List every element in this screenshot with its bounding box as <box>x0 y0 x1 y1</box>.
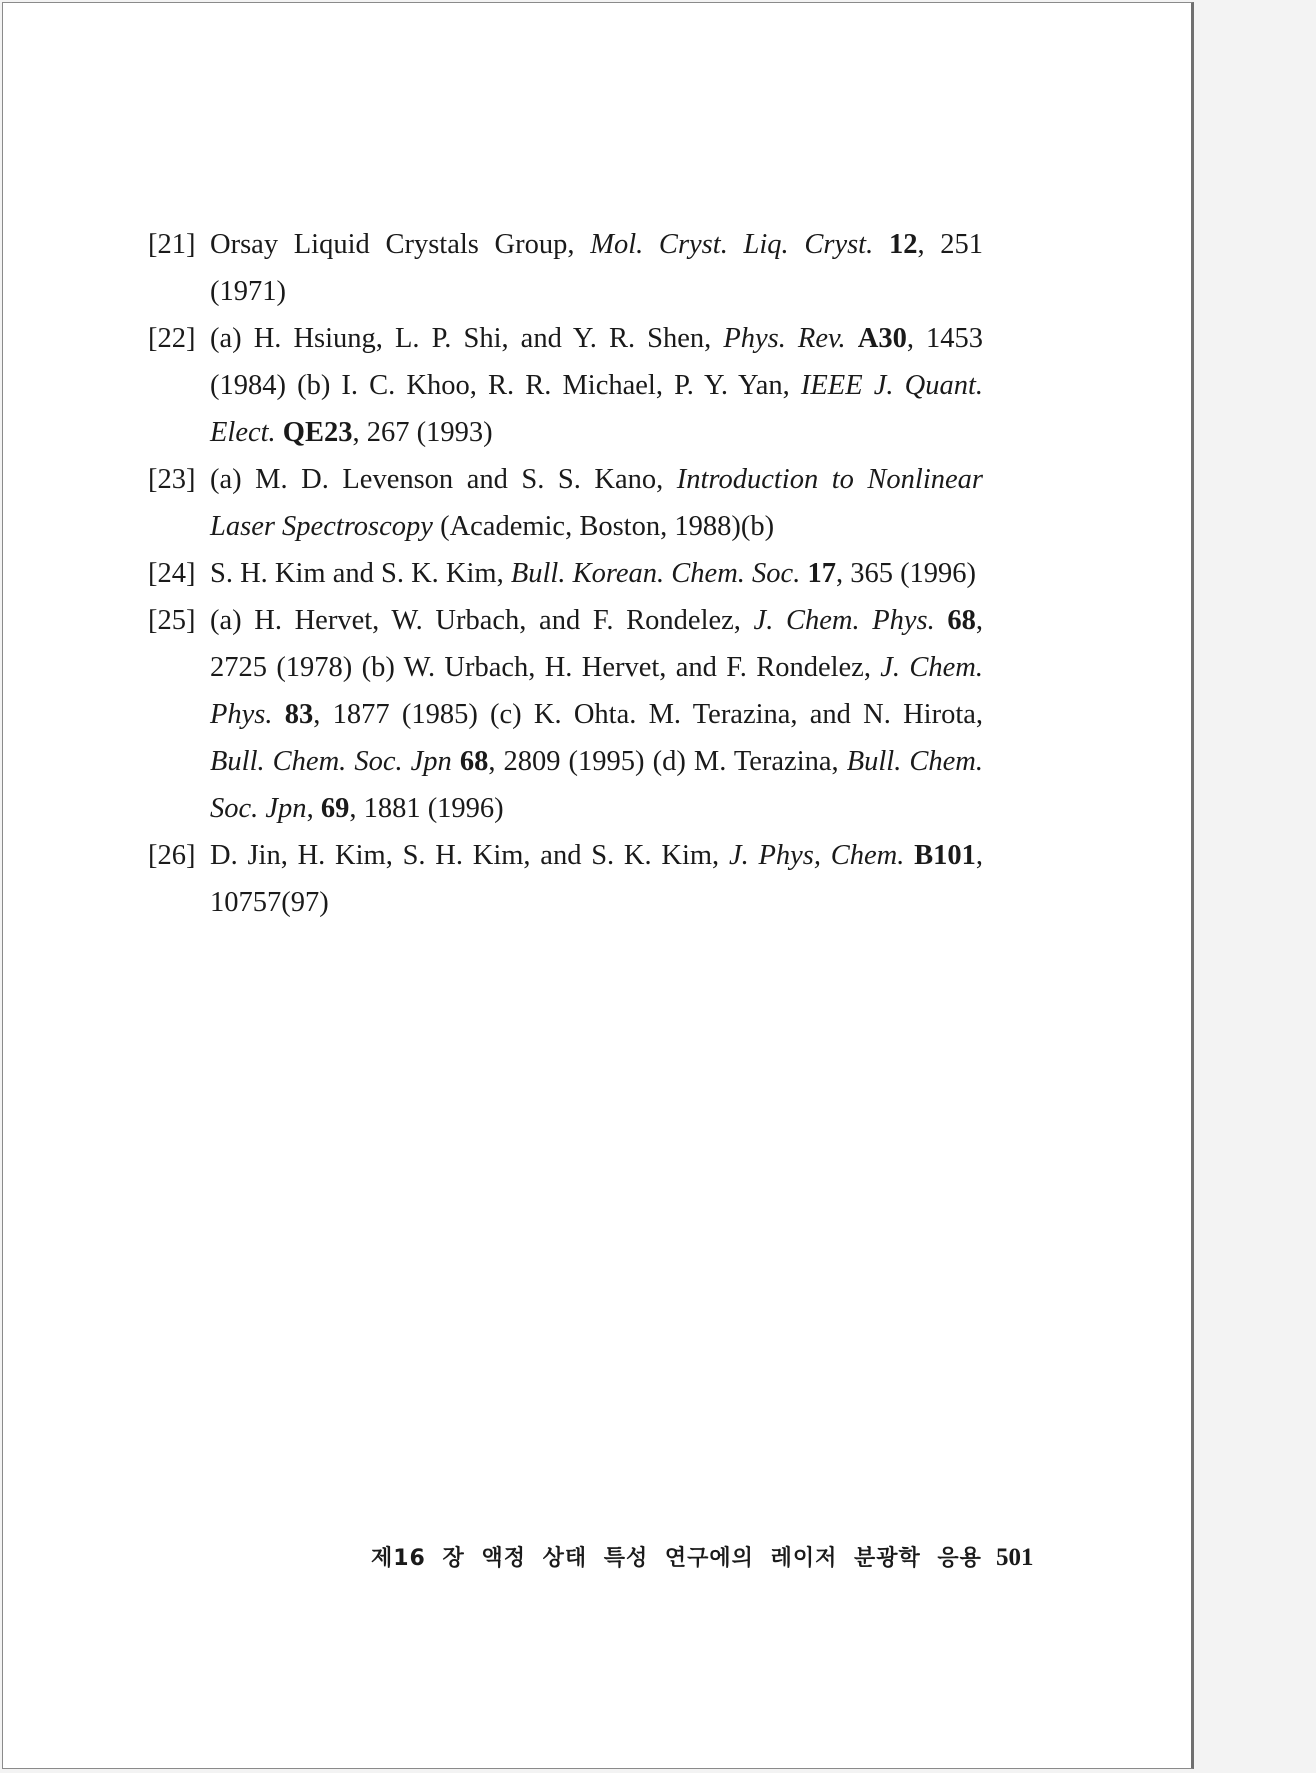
reference-segment: (a) H. Hsiung, L. P. Shi, and Y. R. Shen, <box>210 323 724 354</box>
reference-list <box>148 221 983 926</box>
volume-number: QE23 <box>282 417 353 448</box>
reference-item <box>148 597 983 832</box>
volume-number: A30 <box>857 323 907 354</box>
reference-segment: , 2725 (1978) (b) W. Urbach, H. Hervet, and F. Rondelez, <box>210 605 983 683</box>
document-page <box>2 2 1194 1769</box>
reference-segment <box>904 840 914 871</box>
journal-title: Mol. Cryst. Liq. Cryst. <box>590 229 874 260</box>
reference-segment <box>846 323 858 354</box>
reference-segment <box>873 229 889 260</box>
reference-segment <box>276 417 283 448</box>
reference-item <box>148 456 983 550</box>
reference-text <box>210 597 983 832</box>
reference-text <box>210 315 983 456</box>
journal-title: Bull. Korean. Chem. Soc. <box>510 558 801 589</box>
reference-segment: , 1877 (1985) (c) K. Ohta. M. Terazina, and N. Hirota, <box>313 699 984 730</box>
reference-segment <box>273 699 285 730</box>
volume-number: 69 <box>320 793 350 824</box>
journal-title: Introduction to Nonlinear Laser Spectroscopy <box>210 464 983 542</box>
reference-text <box>210 832 983 926</box>
reference-segment: (Academic, Boston, 1988)(b) <box>432 511 775 542</box>
reference-number: [24] <box>148 558 196 589</box>
journal-title: IEEE J. Quant. Elect. <box>210 370 983 448</box>
reference-item <box>148 315 983 456</box>
reference-text <box>210 221 983 315</box>
journal-title: Phys. Rev. <box>723 323 846 354</box>
volume-number: 68 <box>947 605 976 636</box>
reference-segment: S. H. Kim and S. K. Kim, <box>210 558 511 589</box>
reference-segment: , <box>306 793 321 824</box>
reference-item <box>148 221 983 315</box>
reference-number: [25] <box>148 605 196 636</box>
reference-number: [26] <box>148 840 196 871</box>
volume-number: 17 <box>807 558 836 589</box>
reference-item <box>148 832 983 926</box>
reference-number: [22] <box>148 323 196 354</box>
reference-segment: , 1881 (1996) <box>349 793 504 824</box>
reference-text <box>210 456 983 550</box>
reference-segment: Orsay Liquid Crystals Group, <box>210 229 591 260</box>
running-footer-title: 제16 장 액정 상태 특성 연구에의 레이저 분광학 응용 <box>371 1546 982 1571</box>
journal-title: J. Chem. Phys. <box>753 605 935 636</box>
reference-segment: (a) H. Hervet, W. Urbach, and F. Rondelez, <box>210 605 754 636</box>
page-footer <box>371 1541 1033 1572</box>
reference-segment <box>935 605 948 636</box>
journal-title: Bull. Chem. Soc. Jpn <box>210 746 983 824</box>
reference-segment: , 10757(97) <box>210 840 983 918</box>
reference-segment <box>452 746 460 777</box>
reference-text <box>210 550 983 597</box>
reference-number: [21] <box>148 229 196 260</box>
volume-number: 12 <box>888 229 918 260</box>
journal-title: J. Phys, Chem. <box>728 840 905 871</box>
volume-number: 68 <box>459 746 489 777</box>
reference-segment: D. Jin, H. Kim, S. H. Kim, and S. K. Kim, <box>210 840 729 871</box>
reference-segment: , 1453 (1984) (b) I. C. Khoo, R. R. Michael, P. Y. Yan, <box>210 323 984 401</box>
reference-item <box>148 550 983 597</box>
page-number: 501 <box>995 1544 1034 1571</box>
reference-segment: , 251 (1971) <box>210 229 984 307</box>
volume-number: 83 <box>284 699 314 730</box>
journal-title: J. Chem. Phys. <box>210 652 983 730</box>
reference-segment: , 365 (1996) <box>835 558 977 589</box>
volume-number: B101 <box>914 840 976 871</box>
journal-title: Bull. Chem. Soc. Jpn <box>210 746 452 777</box>
reference-segment: , 267 (1993) <box>352 417 493 448</box>
reference-segment: (a) M. D. Levenson and S. S. Kano, <box>210 464 677 495</box>
reference-segment: , 2809 (1995) (d) M. Terazina, <box>488 746 847 777</box>
reference-number: [23] <box>148 464 196 495</box>
